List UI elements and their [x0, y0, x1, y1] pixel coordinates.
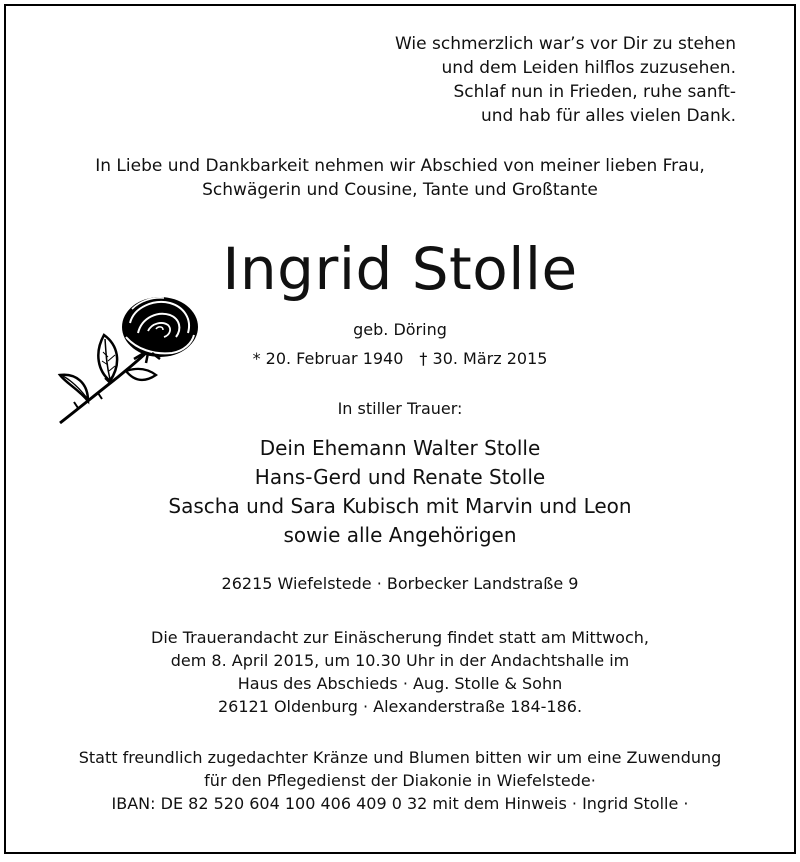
- ceremony-line: Haus des Abschieds · Aug. Stolle & Sohn: [237, 674, 563, 693]
- donation-line: für den Pflegedienst der Diakonie in Wiefelstede·: [204, 771, 596, 790]
- family-list: [6, 434, 794, 550]
- deceased-name: Ingrid Stolle: [222, 235, 578, 303]
- family-member: Dein Ehemann Walter Stolle: [259, 436, 541, 460]
- poem-line: und dem Leiden hilflos zuzusehen.: [441, 58, 736, 78]
- intro-line: In Liebe und Dankbarkeit nehmen wir Abschied von meiner lieben Frau,: [95, 156, 705, 176]
- intro-text: [6, 154, 794, 202]
- poem-line: Schlaf nun in Frieden, ruhe sanft-: [453, 82, 736, 102]
- donation-line: Statt freundlich zugedachter Kränze und Blumen bitten wir um eine Zuwendung: [78, 748, 722, 767]
- family-member: Hans-Gerd und Renate Stolle: [254, 465, 546, 489]
- family-address: 26215 Wiefelstede · Borbecker Landstraße 9: [221, 574, 579, 593]
- obituary-notice: [4, 4, 796, 854]
- ceremony-line: 26121 Oldenburg · Alexanderstraße 184-186.: [217, 697, 583, 716]
- donation-info: [6, 746, 794, 815]
- death-date: † 30. März 2015: [419, 349, 548, 368]
- poem-line: Wie schmerzlich war’s vor Dir zu stehen: [394, 34, 736, 54]
- family-member: Sascha und Sara Kubisch mit Marvin und Leon: [168, 494, 632, 518]
- donation-line: IBAN: DE 82 520 604 100 406 409 0 32 mit dem Hinweis · Ingrid Stolle ·: [111, 794, 689, 813]
- ceremony-line: dem 8. April 2015, um 10.30 Uhr in der Andachtshalle im: [170, 651, 630, 670]
- intro-line: Schwägerin und Cousine, Tante und Großtante: [202, 180, 598, 200]
- poem: [395, 32, 736, 128]
- ceremony-info: [6, 626, 794, 718]
- ceremony-line: Die Trauerandacht zur Einäscherung findet statt am Mittwoch,: [151, 628, 649, 647]
- poem-line: und hab für alles vielen Dank.: [481, 106, 736, 126]
- birth-name: geb. Döring: [353, 320, 447, 339]
- birth-date: * 20. Februar 1940: [252, 349, 404, 368]
- mourning-label: In stiller Trauer:: [337, 399, 463, 418]
- family-member: sowie alle Angehörigen: [283, 523, 517, 547]
